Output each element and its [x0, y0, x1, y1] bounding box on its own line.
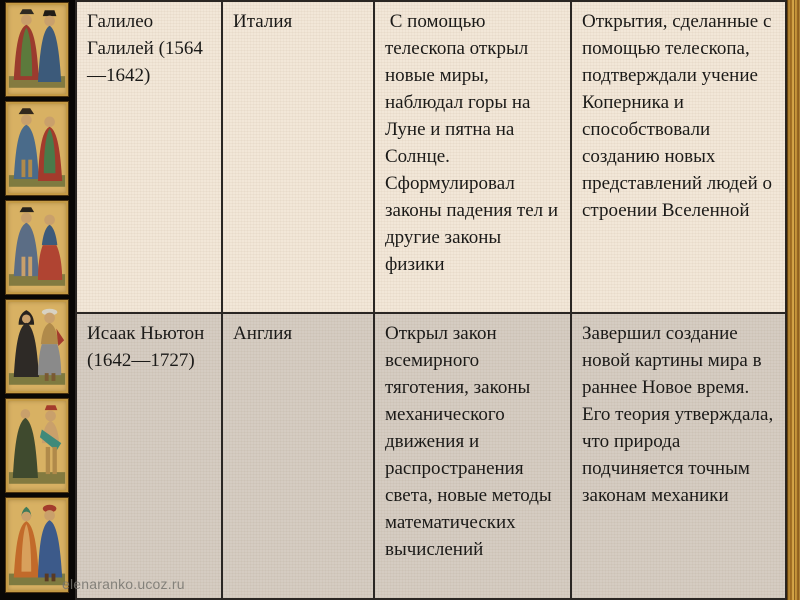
costumed-couple-illustration — [6, 201, 68, 294]
scientists-table-wrap — [75, 0, 785, 600]
costumed-couple-illustration — [6, 399, 68, 492]
decorative-border-left — [0, 0, 75, 600]
cell-discoveries: Открыл закон всемирного тяготения, законы механического движения и распространения света, новые методы математических вычислений — [374, 313, 571, 599]
costumed-couple-panel-icon — [5, 398, 69, 493]
table-row-galileo — [76, 1, 786, 313]
cell-scientist-name: Исаак Ньютон (1642—1727) — [76, 313, 222, 599]
costumed-couple-panel-icon — [5, 299, 69, 394]
costumed-couple-illustration — [6, 300, 68, 393]
cell-country: Англия — [222, 313, 374, 599]
costumed-couple-panel-icon — [5, 497, 69, 593]
cell-discoveries: С помощью телескопа открыл новые миры, наблюдал горы на Луне и пятна на Солнце. Сформулировал законы падения тел и другие законы физики — [374, 1, 571, 313]
table-row-newton — [76, 313, 786, 599]
cell-scientist-name: Галилео Галилей (1564—1642) — [76, 1, 222, 313]
cell-significance: Открытия, сделанные с помощью телескопа, подтверждали учение Коперника и способствовали созданию новых представлений людей о строении Вселенной — [571, 1, 786, 313]
scientists-comparison-table — [75, 0, 787, 600]
decorative-border-right — [786, 0, 800, 600]
costumed-couple-panel-icon — [5, 2, 69, 97]
costumed-couple-panel-icon — [5, 200, 69, 295]
costumed-couple-illustration — [6, 102, 68, 195]
costumed-couple-illustration — [6, 498, 68, 592]
site-watermark: elenaranko.ucoz.ru — [62, 576, 185, 592]
costumed-couple-panel-icon — [5, 101, 69, 196]
cell-significance: Завершил создание новой картины мира в раннее Новое время. Его теория утверждала, что природа подчиняется точным законам механики — [571, 313, 786, 599]
costumed-couple-illustration — [6, 3, 68, 96]
cell-country: Италия — [222, 1, 374, 313]
